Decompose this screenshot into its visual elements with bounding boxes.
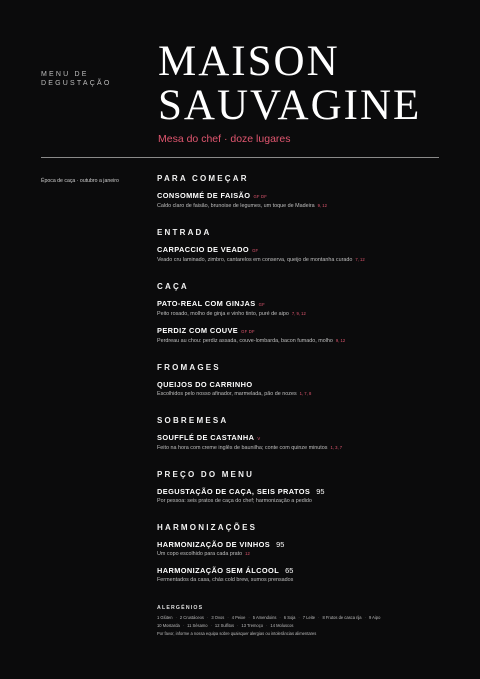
section-title: PARA COMEÇAR bbox=[157, 174, 249, 183]
allergen-entry: 13 Tremoço bbox=[241, 623, 264, 628]
allergen-entry: 11 Sésamo bbox=[187, 623, 208, 628]
description-text: Peito rosado, molho de ginja e vinho tinto, puré de aipo bbox=[157, 311, 289, 317]
dish-description bbox=[157, 576, 447, 584]
dish-name: QUEIJOS DO CARRINHO bbox=[157, 380, 253, 389]
description-text: Perdreau au chou: perdiz assada, couve-lombarda, bacon fumado, molho bbox=[157, 338, 333, 344]
price: 95 bbox=[276, 540, 285, 549]
allergen-entry: 3 Ovos bbox=[211, 615, 225, 620]
allergen-entry: 9 Aipo bbox=[368, 615, 381, 620]
dish-name: CARPACCIO DE VEADO bbox=[157, 245, 250, 254]
allergen-entry: 8 Frutos de casca rija bbox=[322, 615, 362, 620]
allergen-codes: 7, 12 bbox=[355, 257, 365, 262]
allergen-entry: 1 Glúten bbox=[157, 615, 173, 620]
season-note: Época de caça · outubro a janeiro bbox=[41, 178, 119, 184]
subtitle: Mesa do chef · doze lugares bbox=[158, 133, 291, 145]
dish-name: HARMONIZAÇÃO SEM ÁLCOOL bbox=[157, 566, 280, 575]
allergen-codes: 1, 7, 8 bbox=[299, 391, 312, 396]
separator-dot: · bbox=[237, 623, 239, 628]
menu-item-header bbox=[157, 191, 447, 202]
separator-dot: · bbox=[210, 623, 212, 628]
description-text: Veado cru laminado, zimbro, cantarelos em conserva, queijo de montanha curado bbox=[157, 257, 353, 263]
allergen-list bbox=[157, 614, 447, 630]
allergen-entry: 4 Peixe bbox=[231, 615, 246, 620]
allergen-codes: 1, 3, 7 bbox=[330, 445, 343, 450]
menu-item bbox=[157, 566, 447, 584]
section-title: HARMONIZAÇÕES bbox=[157, 523, 258, 532]
dish-name: DEGUSTAÇÃO DE CAÇA, SEIS PRATOS bbox=[157, 487, 311, 496]
dish-description bbox=[157, 497, 447, 505]
menu-section bbox=[157, 174, 447, 210]
title-line-1: MAISON bbox=[158, 38, 340, 85]
dish-name: SOUFFLÉ DE CASTANHA bbox=[157, 433, 255, 442]
dish-description bbox=[157, 337, 447, 345]
menu-item bbox=[157, 380, 447, 398]
separator-dot: · bbox=[318, 615, 320, 620]
diet-tags: GF DF bbox=[253, 194, 267, 199]
menu-item-header bbox=[157, 487, 447, 497]
price: 65 bbox=[285, 566, 294, 575]
separator-dot: · bbox=[182, 623, 185, 628]
separator-dot: · bbox=[279, 615, 281, 620]
dish-description bbox=[157, 256, 447, 264]
menu-section bbox=[157, 470, 447, 505]
title-line-2: SAUVAGINE bbox=[158, 82, 422, 129]
kicker-line-2: DEGUSTAÇÃO bbox=[41, 80, 112, 87]
description-text: Feito na hora com creme inglês de baunilha; conte com quinze minutos bbox=[157, 445, 328, 451]
section-title: CAÇA bbox=[157, 282, 189, 291]
kicker-line-1: MENU DE bbox=[41, 71, 89, 78]
separator-dot: · bbox=[248, 615, 250, 620]
allergen-entry: 12 Sulfitos bbox=[214, 623, 235, 628]
menu-item bbox=[157, 191, 447, 210]
allergen-entry: 7 Leite bbox=[302, 615, 316, 620]
menu-item bbox=[157, 487, 447, 505]
allergen-codes: 12 bbox=[245, 551, 250, 556]
menu-item-header bbox=[157, 566, 447, 576]
menu-section bbox=[157, 523, 447, 584]
menu-item-header bbox=[157, 380, 447, 390]
menu-item bbox=[157, 540, 447, 558]
menu-sections bbox=[157, 174, 447, 602]
menu-item-header bbox=[157, 433, 447, 444]
menu-item bbox=[157, 299, 447, 318]
description-text: Escolhidos pelo nosso afinador, marmelada, pão de nozes bbox=[157, 391, 297, 397]
section-title: FROMAGES bbox=[157, 363, 221, 372]
restaurant-title bbox=[158, 40, 421, 128]
allergen-entry: 10 Mostarda bbox=[157, 623, 180, 628]
allergens-block bbox=[157, 605, 447, 638]
separator-dot: · bbox=[266, 623, 268, 628]
menu-item-header bbox=[157, 326, 447, 337]
separator-dot: · bbox=[298, 615, 300, 620]
description-text: Por pessoa: seis pratos de caça do chef; harmonização a pedido bbox=[157, 498, 312, 504]
allergen-codes: 9, 12 bbox=[317, 203, 327, 208]
menu-section bbox=[157, 416, 447, 452]
menu-item-header bbox=[157, 540, 447, 550]
dish-name: PERDIZ COM COUVE bbox=[157, 326, 239, 335]
allergen-entry: 2 Crustáceos bbox=[179, 615, 204, 620]
separator-dot: · bbox=[206, 615, 209, 620]
diet-tags: GF bbox=[258, 302, 265, 307]
dish-name: HARMONIZAÇÃO DE VINHOS bbox=[157, 540, 271, 549]
dish-description bbox=[157, 202, 447, 210]
allergen-entry: 5 Amendoins bbox=[252, 615, 277, 620]
dish-name: PATO-REAL COM GINJAS bbox=[157, 299, 256, 308]
separator-dot: · bbox=[227, 615, 229, 620]
menu-section bbox=[157, 282, 447, 345]
menu-item bbox=[157, 433, 447, 452]
separator-dot: · bbox=[364, 615, 366, 620]
dish-description bbox=[157, 550, 447, 558]
menu-section bbox=[157, 228, 447, 264]
separator-dot: · bbox=[175, 615, 177, 620]
description-text: Caldo claro de faisão, brunoise de legumes, um toque de Madeira bbox=[157, 203, 315, 209]
section-title: PREÇO DO MENU bbox=[157, 470, 255, 479]
allergen-codes: 7, 9, 12 bbox=[291, 311, 306, 316]
menu-item bbox=[157, 326, 447, 345]
menu-section bbox=[157, 363, 447, 398]
diet-tags: GF DF bbox=[241, 329, 255, 334]
dish-description bbox=[157, 444, 447, 452]
allergens-title: ALERGÉNIOS bbox=[157, 605, 204, 611]
menu-item-header bbox=[157, 299, 447, 310]
divider bbox=[41, 157, 439, 158]
allergen-entry: 14 Moluscos bbox=[270, 623, 294, 628]
menu-item bbox=[157, 245, 447, 264]
dish-description bbox=[157, 390, 447, 398]
section-title: ENTRADA bbox=[157, 228, 212, 237]
allergen-note: Por favor, informe a nossa equipa sobre quaisquer alergias ou intolerâncias alimentares bbox=[157, 631, 317, 636]
section-title: SOBREMESA bbox=[157, 416, 229, 425]
allergen-codes: 9, 12 bbox=[335, 338, 346, 343]
dish-name: CONSOMMÉ DE FAISÃO bbox=[157, 191, 251, 200]
menu-kicker bbox=[41, 70, 112, 88]
diet-tags: GF bbox=[252, 248, 259, 253]
diet-tags: V bbox=[257, 436, 261, 441]
allergen-entry: 6 Soja bbox=[283, 615, 296, 620]
price: 95 bbox=[316, 487, 325, 496]
dish-description bbox=[157, 310, 447, 318]
menu-item-header bbox=[157, 245, 447, 256]
description-text: Um copo escolhido para cada prato bbox=[157, 551, 243, 557]
description-text: Fermentados da casa, chás cold brew, sumos prensados bbox=[157, 577, 294, 583]
